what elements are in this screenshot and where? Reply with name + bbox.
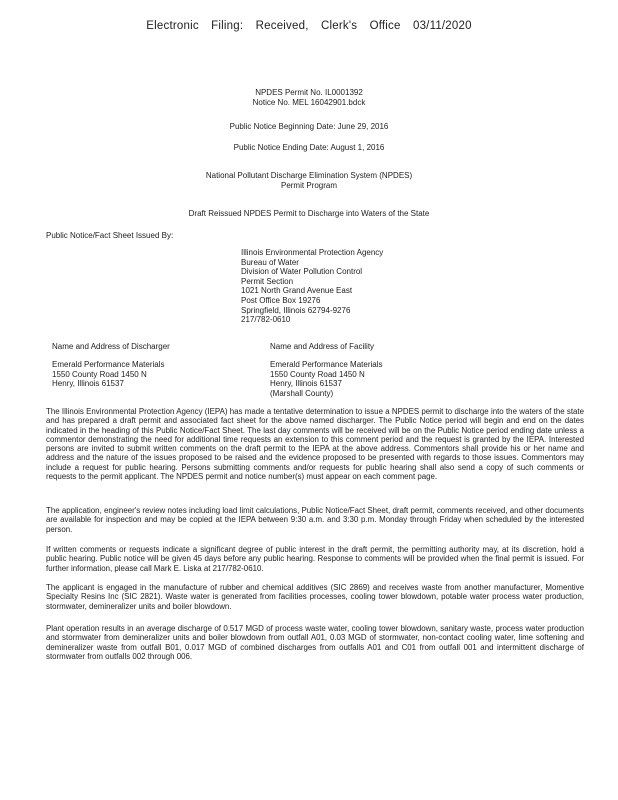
- facility-line: 1550 County Road 1450 N: [270, 369, 365, 379]
- discharger-line: Henry, Illinois 61537: [52, 379, 124, 389]
- paragraph-public-hearing: If written comments or requests indicate a significant degree of public interest in the draft permit, the permitting authority may, at its discretion, hold a public hearing. Public notice will be given 45 days before any public hearing. Response to comments will be provided when the final permit is issued. For further information, please call Mark E. Liska at 217/782-0610.: [46, 545, 584, 573]
- facility-line: Emerald Performance Materials: [270, 360, 383, 369]
- issuing-agency-address: [241, 248, 383, 325]
- discharger-line: 1550 County Road 1450 N: [52, 369, 147, 379]
- agency-line: Springfield, Illinois 62794-9276: [241, 305, 351, 315]
- notice-number: Notice No. MEL 16042901.bdck: [252, 98, 366, 107]
- program-name-line-1: National Pollutant Discharge Elimination System (NPDES): [205, 171, 413, 180]
- discharger-heading: Name and Address of Discharger: [52, 342, 170, 351]
- agency-line: Permit Section: [241, 276, 294, 286]
- paragraph-plant-operation: Plant operation results in an average discharge of 0.517 MGD of process waste water, cooling tower blowdown, sanitary waste, process water production and stormwater from demineralizer units and boiler blowdown from outfall A01, 0.03 MGD of stormwater, non-contact cooling water, lime softening and demineralizer waste from outfall B01, 0.017 MGD of combined discharges from outfalls A01 and C01 from outfall 001 and intermittent discharge of stormwater from outfalls 002 through 006.: [46, 624, 584, 661]
- permit-identifiers: [0, 88, 618, 108]
- discharger-address: [52, 360, 164, 389]
- public-notice-begin-date: Public Notice Beginning Date: June 29, 2016: [229, 122, 389, 131]
- facility-line: Henry, Illinois 61537: [270, 379, 342, 389]
- paragraph-documents-available: The application, engineer's review notes including load limit calculations, Public Notice/Fact Sheet, draft permit, comments received, and other documents are available for inspection and may be copied at the IEPA between 9:30 a.m. and 3:30 p.m. Monday through Friday when scheduled by the interested person.: [46, 506, 584, 534]
- program-name-line-2: Permit Program: [280, 181, 337, 190]
- facility-line: (Marshall County): [270, 388, 334, 398]
- permit-number: NPDES Permit No. IL0001392: [255, 88, 363, 97]
- public-notice-end-date: Public Notice Ending Date: August 1, 2016: [233, 143, 385, 152]
- electronic-filing-stamp: Electronic Filing: Received, Clerk's Office 03/11/2020: [146, 20, 472, 32]
- program-name: [0, 171, 618, 191]
- agency-line: Division of Water Pollution Control: [241, 267, 363, 277]
- facility-address: [270, 360, 382, 398]
- discharger-line: Emerald Performance Materials: [52, 360, 165, 369]
- paragraph-applicant-description: The applicant is engaged in the manufacture of rubber and chemical additives (SIC 2869) and receives waste from another manufacturer, Momentive Specialty Resins Inc (SIC 2821). Waste water is generated from facilities processes, cooling tower blowdown, potable water process water production, stormwater, demineralizer units and boiler blowdown.: [46, 583, 584, 611]
- issued-by-label: Public Notice/Fact Sheet Issued By:: [46, 231, 174, 240]
- paragraph-tentative-determination: The Illinois Environmental Protection Agency (IEPA) has made a tentative determination to issue a NPDES permit to discharge into the waters of the state and has prepared a draft permit and associated fact sheet for the above named discharger. The Public Notice period will begin and end on the dates indicated in the heading of this Public Notice/Fact Sheet. The last day comments will be received will be on the Public Notice period ending date unless a commentor demonstrating the need for additional time requests an extension to this comment period and the request is granted by the IEPA. Interested persons are invited to submit written comments on the draft permit to the IEPA at the above address. Commentors shall provide his or her name and address and the nature of the issues proposed to be raised and the evidence proposed to be presented with regards to those issues. Commentors may include a request for public hearing. Persons submitting comments and/or requests for public hearing shall also send a copy of such comments or requests to the permit applicant. The NPDES permit and notice number(s) must appear on each comment page.: [46, 407, 584, 482]
- facility-heading: Name and Address of Facility: [270, 342, 375, 351]
- agency-line: 1021 North Grand Avenue East: [241, 286, 353, 296]
- document-title: Draft Reissued NPDES Permit to Discharge into Waters of the State: [188, 209, 430, 218]
- agency-line: 217/782-0610: [241, 315, 291, 325]
- agency-line: Illinois Environmental Protection Agency: [241, 248, 384, 257]
- agency-line: Bureau of Water: [241, 257, 299, 267]
- agency-line: Post Office Box 19276: [241, 295, 321, 305]
